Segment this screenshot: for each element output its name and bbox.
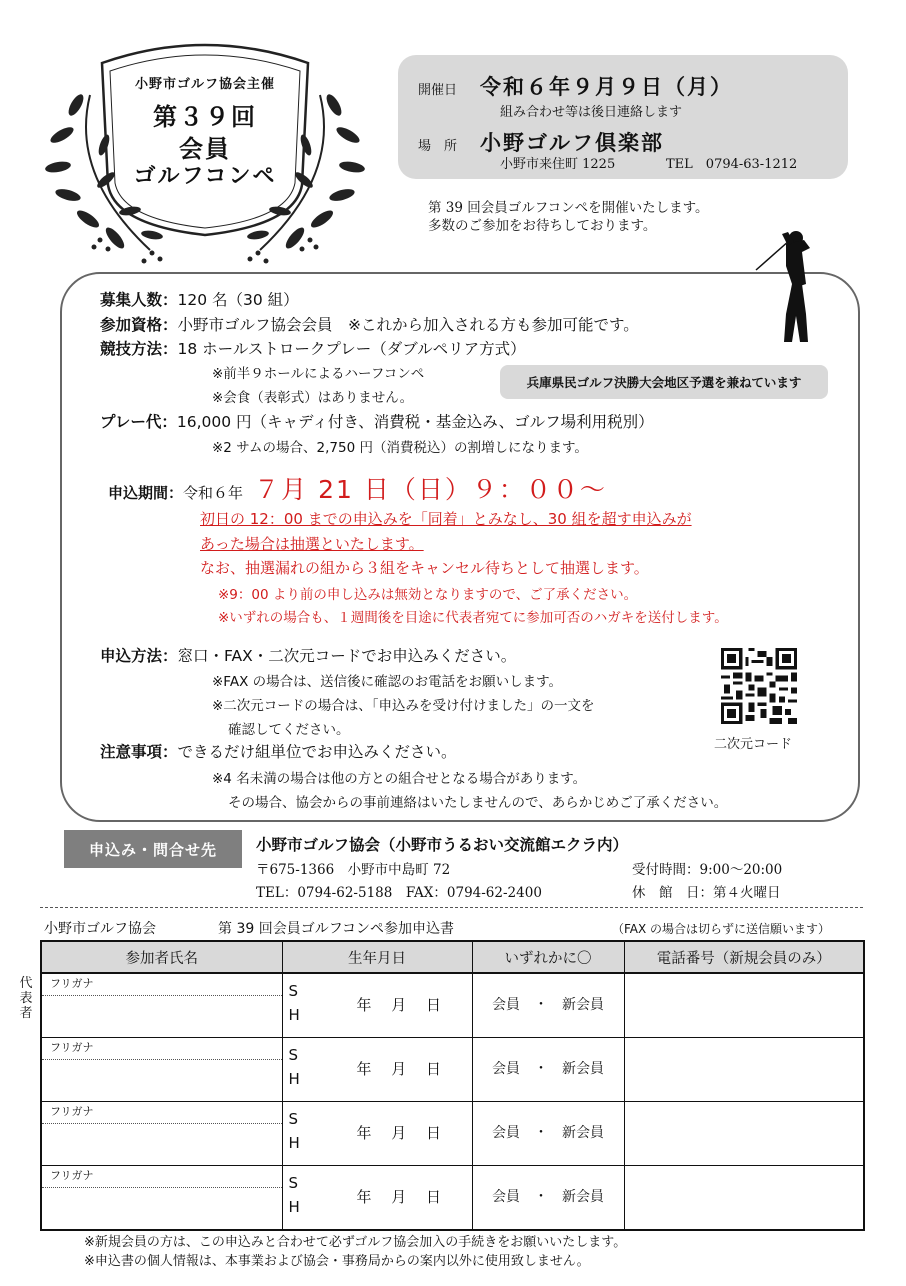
- dob-cell[interactable]: [282, 1038, 472, 1102]
- name-cell[interactable]: [41, 1166, 282, 1231]
- form-row: [41, 1038, 864, 1102]
- period-label: 申込期間：: [108, 484, 184, 502]
- period-note-postcard: ※いずれの場合も、１週間後を目途に代表者宛てに参加可否のハガキを送付します。: [218, 610, 728, 626]
- name-cell[interactable]: [41, 1102, 282, 1166]
- era-heisei: H: [288, 1134, 300, 1152]
- dob-units: 年 月 日: [356, 1124, 442, 1142]
- era-showa: S: [288, 982, 299, 1000]
- era-showa: S: [288, 1174, 299, 1192]
- furigana-label: フリガナ: [42, 1102, 282, 1124]
- period-row: [108, 470, 607, 506]
- apply-note-confirm: 確認してください。: [228, 722, 350, 738]
- era-heisei: H: [288, 1198, 300, 1216]
- caution-label: 注意事項：: [100, 743, 178, 761]
- apply-note-fax: ※FAX の場合は、送信後に確認のお電話をお願いします。: [212, 674, 563, 690]
- place-label: 場 所: [418, 139, 458, 154]
- intro-line2: 多数のご参加をお待ちしております。: [428, 218, 657, 234]
- method-note-dinner: ※会食（表彰式）はありません。: [212, 390, 414, 406]
- eligibility-label: 参加資格：: [100, 316, 178, 334]
- intro-line1: 第 39 回会員ゴルフコンペを開催いたします。: [428, 200, 709, 216]
- qr-code-icon[interactable]: [721, 648, 797, 724]
- contact-postal: 〒675-1366 小野市中島町 72: [256, 862, 451, 878]
- member-choice-cell[interactable]: 会員 ・ 新会員: [472, 973, 624, 1038]
- method-row: [100, 337, 526, 359]
- dob-cell[interactable]: [282, 1102, 472, 1166]
- period-prefix: 令和６年: [183, 484, 244, 502]
- crest-title-compe: ゴルフコンペ: [133, 163, 277, 189]
- furigana-label: フリガナ: [42, 1038, 282, 1060]
- place-tel: TEL 0794-63-1212: [666, 157, 798, 172]
- fee-label: プレー代：: [100, 413, 177, 431]
- period-rule-line1: 初日の 12：00 までの申込みを「同着」とみなし、30 組を超す申込みが: [200, 510, 692, 528]
- contact-hours: 受付時間：9:00～20:00: [632, 862, 783, 878]
- crest-organizer: 小野市ゴルフ協会主催: [134, 77, 275, 92]
- contact-tag: 申込み・問合せ先: [64, 830, 242, 868]
- representative-label: 代表者: [19, 976, 33, 1021]
- capacity-row: [100, 288, 299, 310]
- member-choice-cell[interactable]: 会員 ・ 新会員: [472, 1038, 624, 1102]
- form-org: 小野市ゴルフ協会: [44, 921, 156, 937]
- form-title: 第 39 回会員ゴルフコンペ参加申込書: [218, 921, 455, 937]
- golfer-silhouette-icon: [752, 226, 822, 346]
- event-place: 小野ゴルフ倶楽部: [480, 130, 664, 155]
- date-note: 組み合わせ等は後日連絡します: [500, 105, 683, 120]
- method-value: 18 ホールストロークプレー（ダブルペリア方式）: [177, 340, 526, 358]
- fee-value: 16,000 円（キャディ付き、消費税・基金込み、ゴルフ場利用税別）: [176, 413, 654, 431]
- member-choice-cell[interactable]: 会員 ・ 新会員: [472, 1102, 624, 1166]
- caution-value: できるだけ組単位でお申込みください。: [177, 743, 457, 761]
- cut-line: [40, 907, 863, 908]
- dob-units: 年 月 日: [356, 996, 442, 1014]
- fee-note: ※2 サムの場合、2,750 円（消費税込）の割増しになります。: [212, 440, 588, 456]
- caution-row: [100, 740, 457, 762]
- capacity-value: 120 名（30 組）: [177, 291, 299, 309]
- method-label: 競技方法：: [100, 340, 178, 358]
- phone-cell[interactable]: [624, 1102, 864, 1166]
- header-member-type: いずれかに〇: [472, 941, 624, 973]
- form-row: [41, 1102, 864, 1166]
- form-row: [41, 1166, 864, 1231]
- qualifier-tag: 兵庫県民ゴルフ決勝大会地区予選を兼ねています: [500, 365, 828, 399]
- contact-closed-day: 休 館 日：第４火曜日: [632, 885, 781, 901]
- crest-title-member: 会員: [179, 134, 231, 163]
- apply-value: 窓口・FAX・二次元コードでお申込みください。: [177, 647, 517, 665]
- header-dob: 生年月日: [282, 941, 472, 973]
- date-label: 開催日: [418, 83, 458, 98]
- qr-caption: 二次元コード: [714, 737, 793, 752]
- event-info-box: [398, 55, 848, 179]
- apply-row: [100, 644, 516, 666]
- era-showa: S: [288, 1110, 299, 1128]
- fee-row: [100, 410, 654, 432]
- period-note-invalid: ※9：00 より前の申し込みは無効となりますので、ご了承ください。: [218, 587, 638, 603]
- crest-title-edition: 第３９回: [153, 102, 257, 131]
- dob-cell[interactable]: [282, 973, 472, 1038]
- form-row-representative: [41, 973, 864, 1038]
- footer-note-privacy: ※申込書の個人情報は、本事業および協会・事務局からの案内以外に使用致しません。: [84, 1254, 590, 1269]
- form-fax-note: （FAX の場合は切らずに送信願います）: [612, 922, 831, 936]
- era-heisei: H: [288, 1006, 300, 1024]
- caution-note-contact: その場合、協会からの事前連絡はいたしませんので、あらかじめご了承ください。: [228, 795, 728, 811]
- phone-cell[interactable]: [624, 973, 864, 1038]
- phone-cell[interactable]: [624, 1166, 864, 1231]
- eligibility-value: 小野市ゴルフ協会会員 ※これから加入される方も参加可能です。: [177, 316, 639, 334]
- event-crest: [40, 35, 370, 275]
- name-cell[interactable]: [41, 973, 282, 1038]
- furigana-label: フリガナ: [42, 1166, 282, 1188]
- eligibility-row: [100, 313, 639, 335]
- period-rule-line2: あった場合は抽選といたします。: [200, 535, 424, 553]
- era-showa: S: [288, 1046, 299, 1064]
- form-header-row: [41, 941, 864, 973]
- dob-units: 年 月 日: [356, 1060, 442, 1078]
- event-date: 令和６年９月９日（月）: [480, 74, 733, 99]
- apply-label: 申込方法：: [100, 647, 178, 665]
- period-rule-line3: なお、抽選漏れの組から３組をキャンセル待ちとして抽選します。: [200, 559, 649, 577]
- contact-org: 小野市ゴルフ協会（小野市うるおい交流館エクラ内）: [256, 835, 629, 854]
- phone-cell[interactable]: [624, 1038, 864, 1102]
- member-choice-cell[interactable]: 会員 ・ 新会員: [472, 1166, 624, 1231]
- dob-cell[interactable]: [282, 1166, 472, 1231]
- furigana-label: フリガナ: [42, 974, 282, 996]
- name-cell[interactable]: [41, 1038, 282, 1102]
- place-address: 小野市来住町 1225: [500, 157, 616, 172]
- period-start: ７月 21 日（日）９：００～: [254, 475, 607, 504]
- application-form-table: [40, 940, 865, 1231]
- era-heisei: H: [288, 1070, 300, 1088]
- footer-note-membership: ※新規会員の方は、この申込みと合わせて必ずゴルフ協会加入の手続きをお願いいたします。: [84, 1235, 627, 1250]
- apply-note-qr: ※二次元コードの場合は、「申込みを受け付けました」の一文を: [212, 698, 595, 714]
- contact-phones: TEL：0794-62-5188 FAX：0794-62-2400: [256, 885, 542, 901]
- header-name: 参加者氏名: [41, 941, 282, 973]
- method-note-half: ※前半９ホールによるハーフコンペ: [212, 366, 425, 382]
- dob-units: 年 月 日: [356, 1188, 442, 1206]
- caution-note-group: ※4 名未満の場合は他の方との組合せとなる場合があります。: [212, 771, 587, 787]
- header-phone: 電話番号（新規会員のみ）: [624, 941, 864, 973]
- capacity-label: 募集人数：: [100, 291, 178, 309]
